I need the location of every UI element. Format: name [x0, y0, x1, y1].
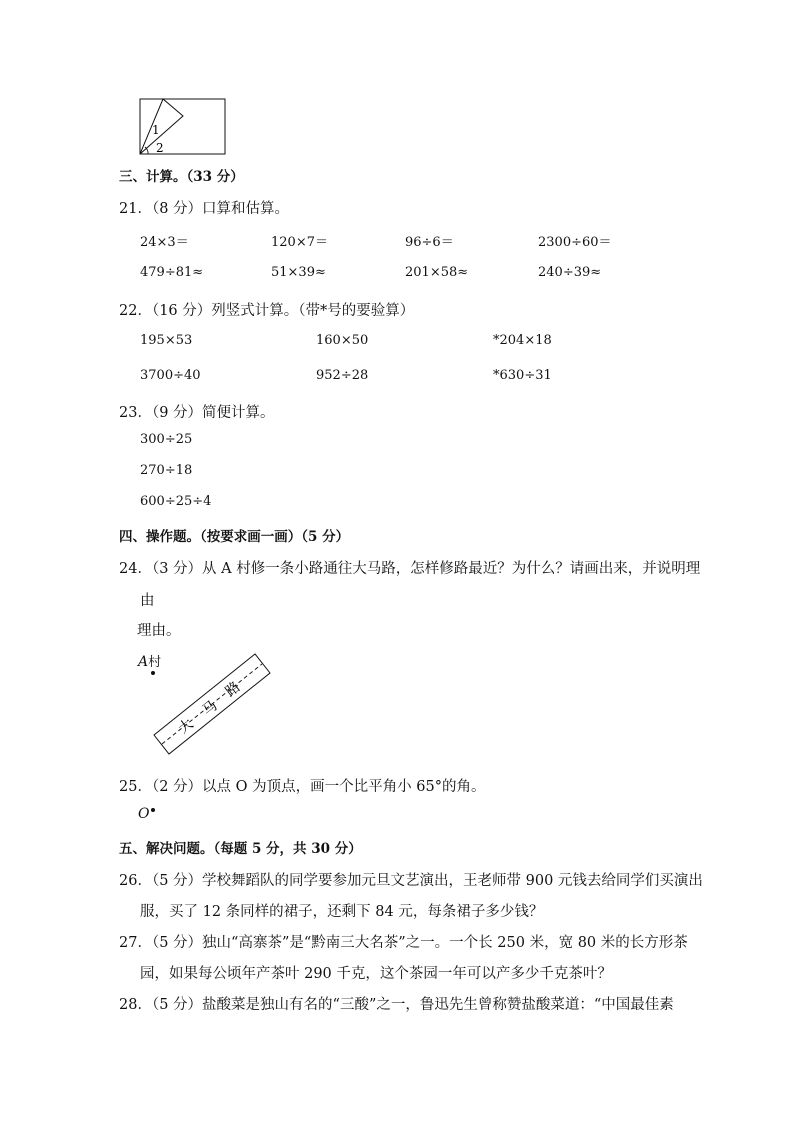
- question-26-line2: 服，买了 12 条同样的裙子，还剩下 84 元，每条裙子多少钱？: [140, 904, 544, 920]
- q21-item: 479÷81≈: [140, 265, 204, 280]
- q21-item: 24×3＝: [140, 235, 189, 250]
- point-o: [151, 808, 155, 812]
- q23-item: 270÷18: [140, 463, 193, 478]
- road-char-1: 大: [175, 715, 197, 738]
- q21-item: 201×58≈: [405, 265, 469, 280]
- q21-item: 2300÷60＝: [538, 235, 612, 250]
- question-24-stem: 24．（3 分）从 A 村修一条小路通往大马路，怎样修路最近？为什么？请画出来，并说明理: [119, 561, 701, 577]
- question-24-line2: 由: [140, 593, 155, 609]
- q22-item: 952÷28: [316, 368, 369, 383]
- village-word: 村: [148, 655, 162, 670]
- q22-item: 160×50: [316, 333, 369, 348]
- road-char-3: 路: [222, 678, 244, 701]
- village-letter: A: [138, 654, 149, 670]
- question-22-stem: 22．（16 分）列竖式计算。（带*号的要验算）: [119, 303, 415, 319]
- question-27-line2: 园，如果每公顷年产茶叶 290 千克，这个茶园一年可以产多少千克茶叶？: [140, 966, 612, 982]
- q22-item: *630÷31: [493, 368, 552, 383]
- q22-item: 3700÷40: [140, 368, 201, 383]
- q21-item: 240÷39≈: [538, 265, 602, 280]
- section-3-heading: 三、计算。（33 分）: [119, 169, 244, 185]
- angle-1-label: 1: [152, 123, 160, 137]
- section-4-heading: 四、操作题。（按要求画一画）（5 分）: [119, 529, 350, 545]
- question-23-stem: 23．（9 分）简便计算。: [119, 405, 275, 421]
- question-28-line1: 28．（5 分）盐酸菜是独山有名的“三酸”之一，鲁迅先生曾称赞盐酸菜道：“中国最佳素: [119, 997, 674, 1013]
- q22-item: *204×18: [493, 333, 552, 348]
- road-figure: [150, 650, 275, 760]
- question-27-line1: 27．（5 分）独山“高寨茶”是“黔南三大名茶”之一。一个长 250 米，宽 80 米的长方形茶: [119, 935, 688, 951]
- section-5-heading: 五、解决问题。（每题 5 分，共 30 分）: [119, 841, 362, 857]
- question-24-line3: 理由。: [137, 623, 181, 639]
- question-25-stem: 25．（2 分）以点 O 为顶点，画一个比平角小 65°的角。: [119, 779, 486, 795]
- q21-item: 51×39≈: [271, 265, 326, 280]
- angle-arc: [145, 147, 148, 154]
- question-26-line1: 26．（5 分）学校舞蹈队的同学要参加元旦文艺演出，王老师带 900 元钱去给同学们买演出: [119, 873, 703, 889]
- folded-rectangle-figure: [135, 94, 231, 156]
- question-21-stem: 21．（8 分）口算和估算。: [119, 201, 290, 217]
- q21-item: 96÷6＝: [405, 235, 454, 250]
- angle-2-label: 2: [156, 141, 164, 155]
- road-char-2: 马: [199, 697, 221, 720]
- point-o-label: O: [138, 806, 150, 822]
- q23-item: 600÷25÷4: [140, 494, 212, 509]
- q22-item: 195×53: [140, 333, 193, 348]
- q23-item: 300÷25: [140, 432, 193, 447]
- q21-item: 120×7＝: [271, 235, 328, 250]
